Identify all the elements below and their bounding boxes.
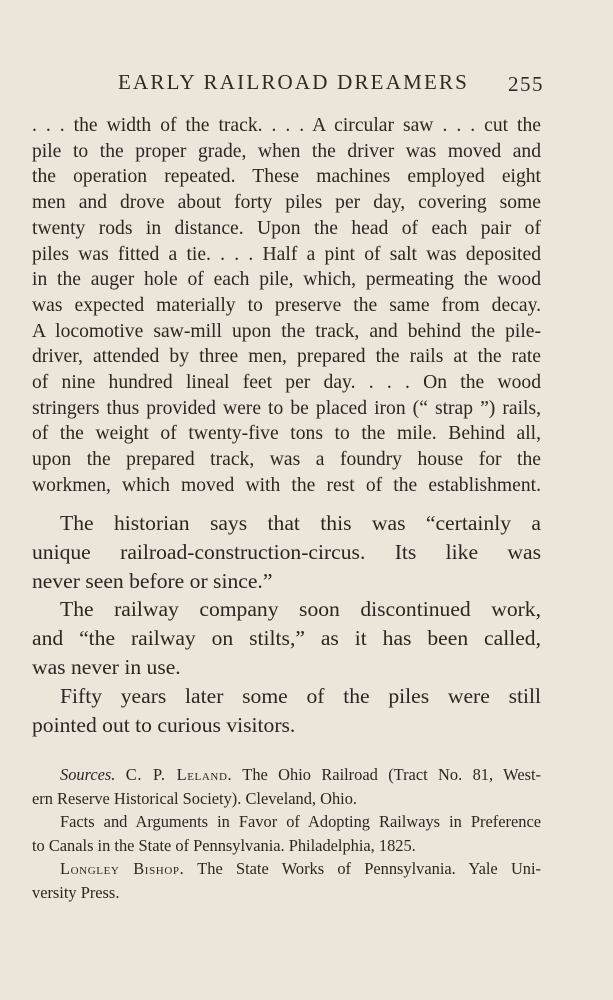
paragraph-line: Fifty years later some of the piles were still (60, 683, 541, 708)
quote-line: men and drove about forty piles per day, covering some (32, 192, 541, 214)
paragraph-line: was never in use. (32, 654, 181, 679)
quote-line: . . . the width of the track. . . . A circular saw . . . cut the (32, 115, 541, 136)
paragraph-line: and “the railway on stilts,” as it has been called, (32, 626, 541, 651)
sources-line (32, 857, 541, 881)
source-title: The State Works of Pennsylvania. Yale Uni- (184, 859, 541, 878)
quote-line: upon the prepared track, was a foundry house for the (32, 449, 541, 471)
quote-line: stringers thus provided were to be placed iron (“ strap ”) rails, (32, 397, 541, 419)
quote-line: A locomotive saw-mill upon the track, and behind the pile- (32, 320, 541, 342)
quote-line: was expected materially to preserve the same from decay. (32, 294, 541, 316)
sources-line: to Canals in the State of Pennsylvania. Philadelphia, 1825. (32, 835, 416, 855)
page-number: 255 (508, 72, 544, 96)
quote-line: piles was fitted a tie. . . . Half a pint of salt was deposited (32, 243, 541, 265)
quote-line: pile to the proper grade, when the driver was moved and (32, 140, 541, 162)
body-text (32, 509, 541, 739)
sources-label: Sources. (60, 765, 116, 784)
sources-line: versity Press. (32, 882, 120, 902)
source-author: C. P. Leland. (125, 765, 233, 784)
source-title: The Ohio Railroad (Tract No. 81, West- (232, 765, 541, 784)
quote-line: of the weight of twenty-five tons to the mile. Behind all, (32, 423, 541, 445)
quote-line: the operation repeated. These machines employed eight (32, 166, 541, 188)
page-header (32, 70, 544, 100)
paragraph-line: unique railroad-construction-circus. Its like was (32, 539, 541, 564)
quote-line: of nine hundred lineal feet per day. . . . On the wood (32, 372, 541, 394)
sources-line: ern Reserve Historical Society). Cleveland, Ohio. (32, 788, 357, 808)
quote-line: driver, attended by three men, prepared the rails at the rate (32, 346, 541, 368)
sources-line: Facts and Arguments in Favor of Adopting Railways in Preference (60, 812, 541, 831)
quote-line: in the auger hole of each pile, which, permeating the wood (32, 269, 541, 291)
source-author: Longley Bishop. (60, 859, 185, 878)
quoted-passage (32, 113, 541, 499)
quote-line: twenty rods in distance. Upon the head of each pair of (32, 217, 541, 239)
running-title: EARLY RAILROAD DREAMERS (118, 70, 470, 94)
paragraph-line: The historian says that this was “certainly a (60, 511, 541, 535)
sources-line (32, 763, 541, 787)
paragraph-line: The railway company soon discontinued work, (60, 597, 541, 622)
paragraph-line: never seen before or since.” (32, 568, 273, 593)
paragraph-line: pointed out to curious visitors. (32, 712, 296, 737)
quote-line: workmen, which moved with the rest of the establishment. (32, 474, 541, 496)
sources-note (32, 763, 541, 904)
